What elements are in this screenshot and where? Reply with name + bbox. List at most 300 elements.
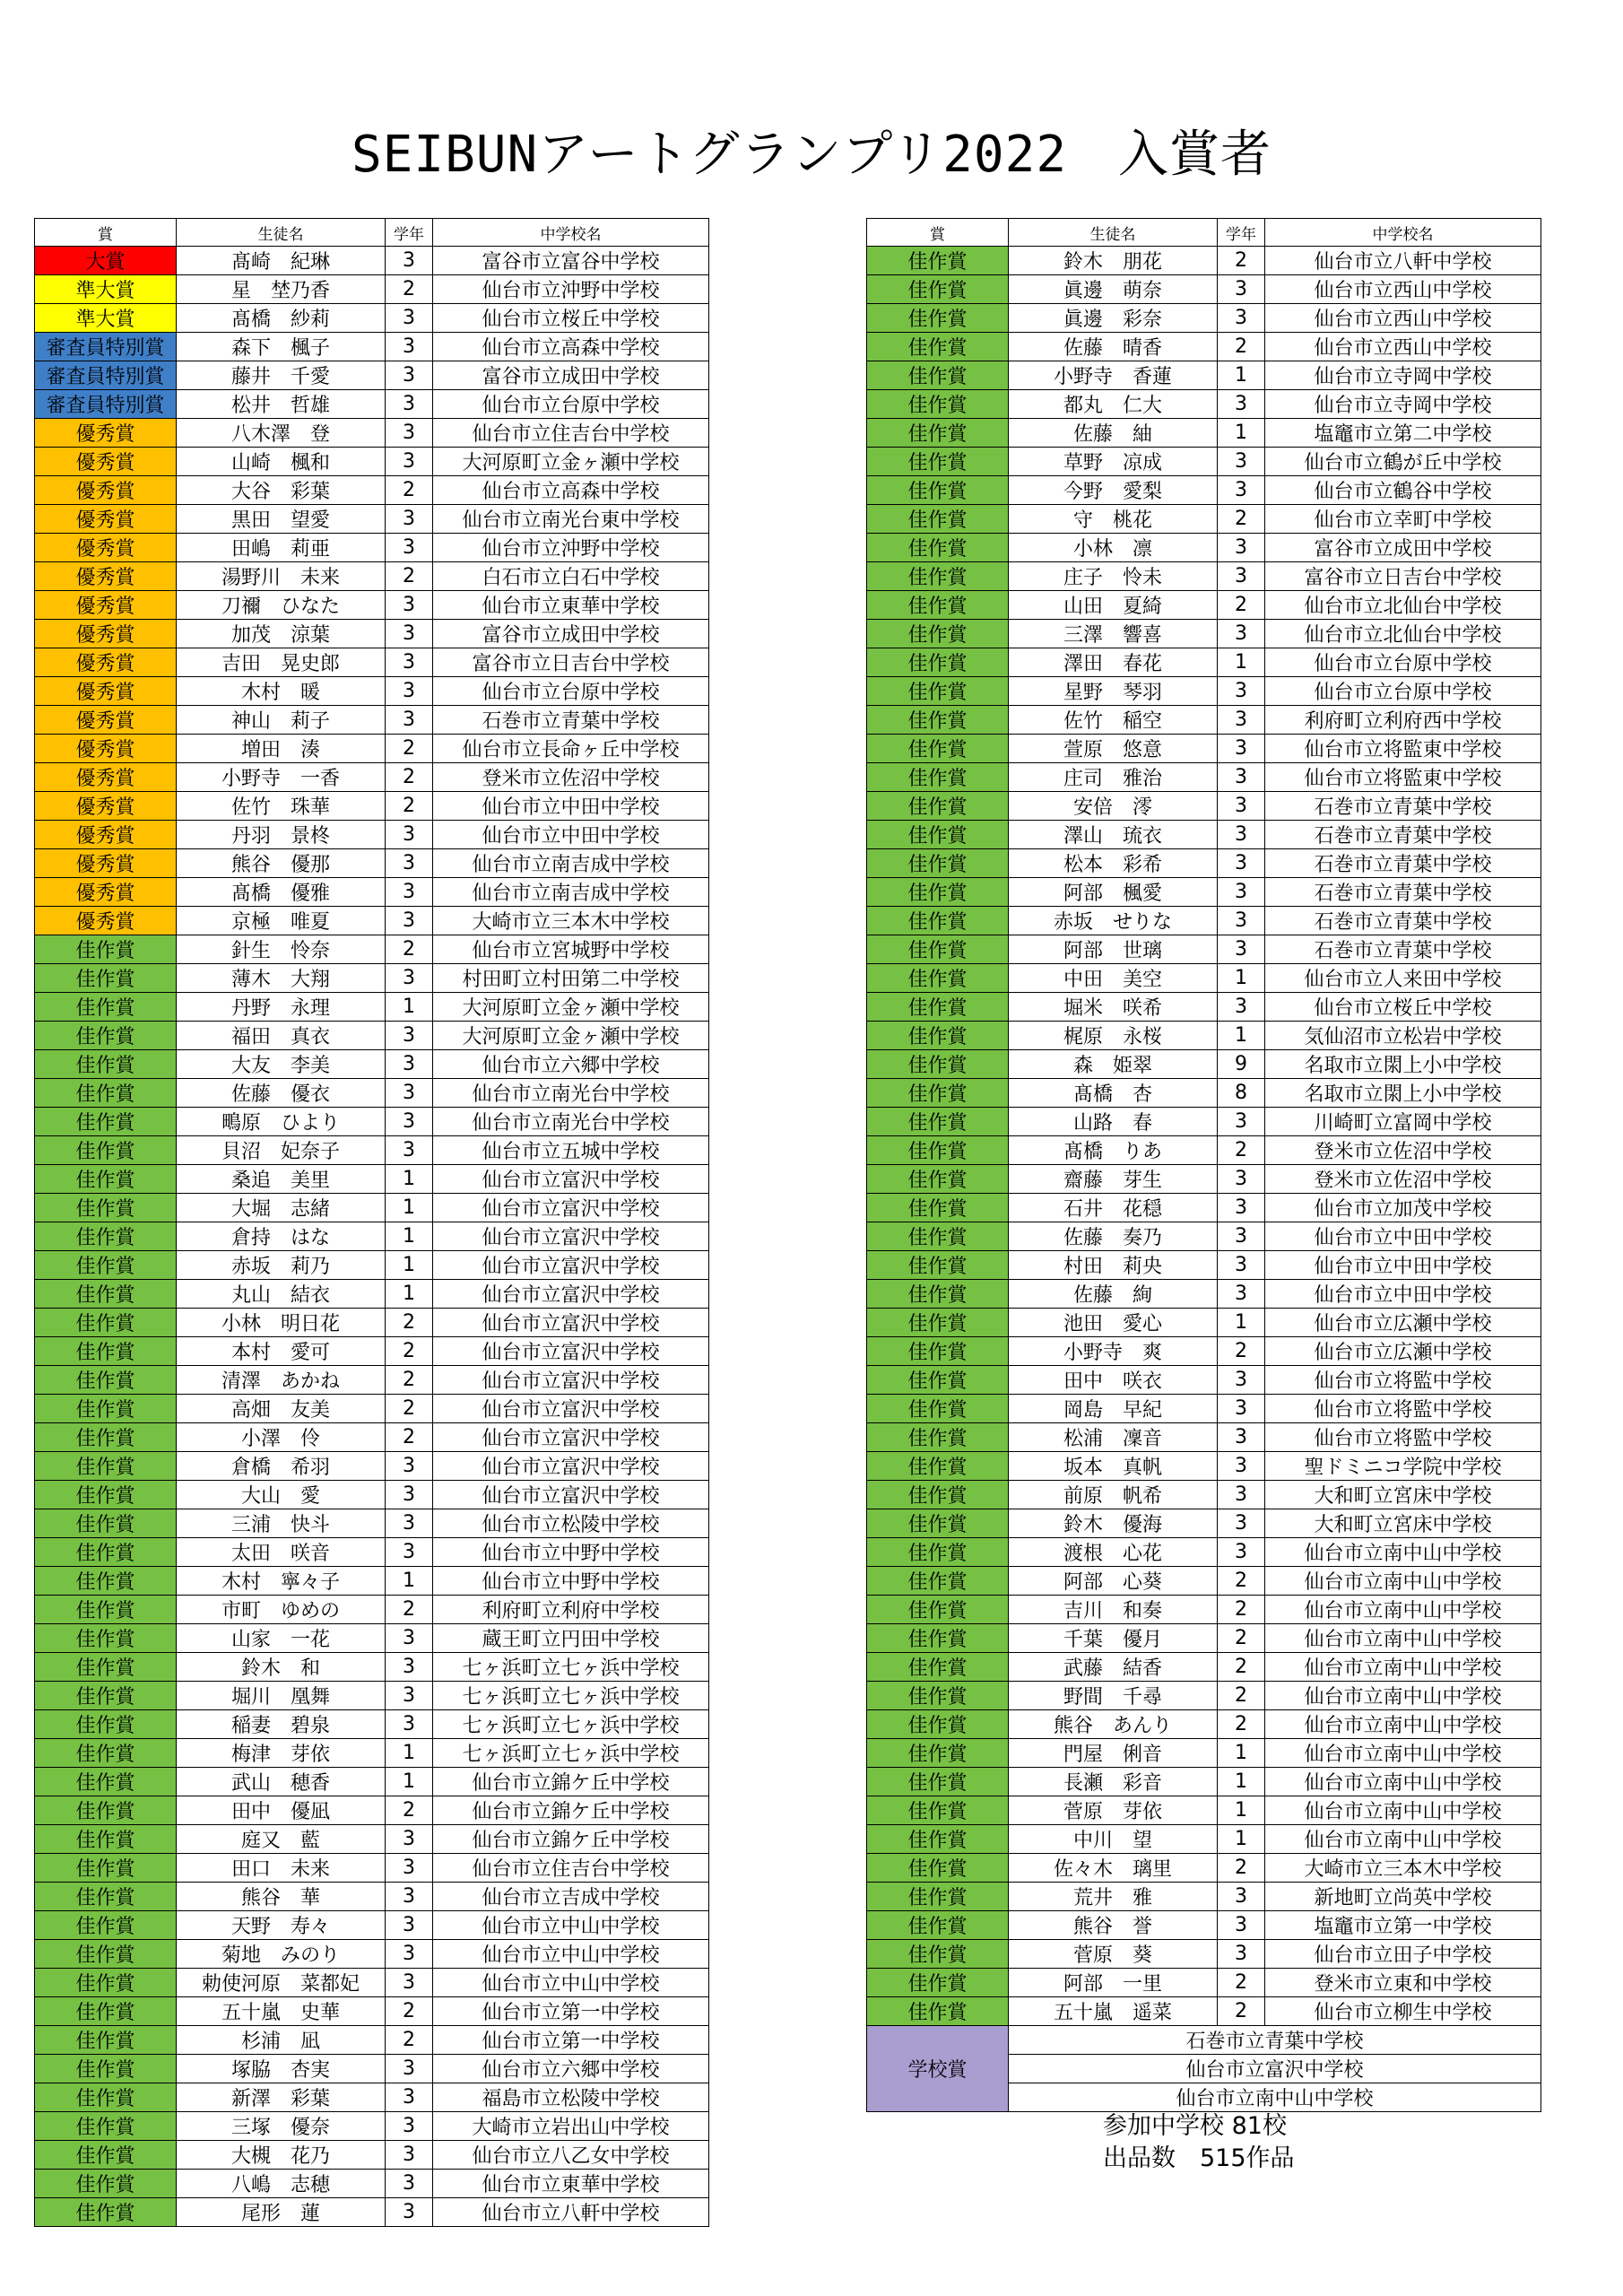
table-row <box>867 1022 1541 1050</box>
award-cell: 佳作賞 <box>35 1079 177 1108</box>
student-name-cell: 門屋 俐音 <box>1009 1739 1218 1768</box>
table-row <box>867 505 1541 534</box>
school-name-cell: 仙台市立台原中学校 <box>1265 677 1541 706</box>
award-cell: 佳作賞 <box>35 1222 177 1251</box>
table-row <box>35 448 709 476</box>
student-name-cell: 中田 美空 <box>1009 964 1218 993</box>
student-name-cell: 佐藤 奏乃 <box>1009 1222 1218 1251</box>
school-name-cell: 大崎市立岩出山中学校 <box>433 2112 709 2141</box>
student-name-cell: 針生 怜奈 <box>177 935 386 964</box>
award-cell: 佳作賞 <box>867 1423 1009 1452</box>
grade-cell: 3 <box>386 1710 433 1739</box>
grade-cell: 3 <box>1218 1395 1265 1423</box>
school-name-cell: 仙台市立南光台中学校 <box>433 1108 709 1136</box>
student-name-cell: 草野 凉成 <box>1009 448 1218 476</box>
student-name-cell: 熊谷 あんり <box>1009 1710 1218 1739</box>
award-cell: 佳作賞 <box>35 1366 177 1395</box>
table-row <box>867 1395 1541 1423</box>
student-name-cell: 髙橋 紗莉 <box>177 304 386 333</box>
school-name-cell: 仙台市立中野中学校 <box>433 1567 709 1596</box>
award-cell: 優秀賞 <box>35 792 177 821</box>
table-row <box>35 1969 709 1997</box>
grade-cell: 2 <box>1218 1567 1265 1596</box>
student-name-cell: 都丸 仁大 <box>1009 390 1218 419</box>
award-cell: 優秀賞 <box>35 505 177 534</box>
table-row <box>867 476 1541 505</box>
table-row <box>35 1567 709 1596</box>
award-cell: 優秀賞 <box>35 448 177 476</box>
table-row <box>35 2055 709 2083</box>
student-name-cell: 熊谷 華 <box>177 1883 386 1911</box>
student-name-cell: 小林 明日花 <box>177 1309 386 1337</box>
student-name-cell: 尾形 蓮 <box>177 2198 386 2227</box>
table-row <box>35 2170 709 2198</box>
grade-cell: 2 <box>1218 1969 1265 1997</box>
school-name-cell: 仙台市立南中山中学校 <box>1265 1653 1541 1682</box>
award-cell: 佳作賞 <box>867 1309 1009 1337</box>
table-row <box>867 964 1541 993</box>
table-row <box>35 1108 709 1136</box>
student-name-cell: 鴫原 ひより <box>177 1108 386 1136</box>
header-school-name: 中学校名 <box>433 219 709 247</box>
award-cell: 佳作賞 <box>867 1567 1009 1596</box>
school-name-cell: 仙台市立長命ヶ丘中学校 <box>433 735 709 763</box>
grade-cell: 3 <box>386 2141 433 2170</box>
grade-cell: 3 <box>1218 1538 1265 1567</box>
table-row <box>867 591 1541 620</box>
school-name-cell: 仙台市立幸町中学校 <box>1265 505 1541 534</box>
award-cell: 佳作賞 <box>35 1854 177 1883</box>
award-cell: 佳作賞 <box>867 1911 1009 1940</box>
table-row <box>867 763 1541 792</box>
grade-cell: 1 <box>1218 1825 1265 1854</box>
grade-cell: 1 <box>1218 1768 1265 1796</box>
school-name-cell: 仙台市立田子中学校 <box>1265 1940 1541 1969</box>
award-cell: 佳作賞 <box>867 505 1009 534</box>
awards-table-right <box>866 218 1541 2112</box>
grade-cell: 2 <box>386 2026 433 2055</box>
award-cell: 佳作賞 <box>867 1653 1009 1682</box>
student-name-cell: 佐々木 璃里 <box>1009 1854 1218 1883</box>
award-cell: 佳作賞 <box>867 1883 1009 1911</box>
school-name-cell: 新地町立尚英中学校 <box>1265 1883 1541 1911</box>
school-name-cell: 仙台市立中田中学校 <box>433 821 709 849</box>
student-name-cell: 山家 一花 <box>177 1624 386 1653</box>
school-name-cell: 七ヶ浜町立七ヶ浜中学校 <box>433 1739 709 1768</box>
grade-cell: 3 <box>386 1940 433 1969</box>
award-cell: 佳作賞 <box>867 1997 1009 2026</box>
school-name-cell: 利府町立利府中学校 <box>433 1596 709 1624</box>
school-name-cell: 七ヶ浜町立七ヶ浜中学校 <box>433 1653 709 1682</box>
grade-cell: 1 <box>386 1280 433 1309</box>
school-name-cell: 仙台市立富沢中学校 <box>433 1337 709 1366</box>
school-name-cell: 大和町立宮床中学校 <box>1265 1509 1541 1538</box>
table-row <box>867 677 1541 706</box>
student-name-cell: 杉浦 凪 <box>177 2026 386 2055</box>
table-row <box>867 648 1541 677</box>
student-name-cell: 山崎 楓和 <box>177 448 386 476</box>
school-name-cell: 仙台市立桜丘中学校 <box>433 304 709 333</box>
table-row <box>35 1768 709 1796</box>
student-name-cell: 菅原 葵 <box>1009 1940 1218 1969</box>
student-name-cell: 田中 優凪 <box>177 1796 386 1825</box>
table-row <box>35 390 709 419</box>
school-name-cell: 登米市立東和中学校 <box>1265 1969 1541 1997</box>
grade-cell: 8 <box>1218 1079 1265 1108</box>
table-row <box>867 1624 1541 1653</box>
table-row <box>867 935 1541 964</box>
grade-cell: 3 <box>386 964 433 993</box>
school-name-cell: 石巻市立青葉中学校 <box>1265 907 1541 935</box>
grade-cell: 3 <box>386 620 433 648</box>
table-row <box>35 763 709 792</box>
table-row <box>35 1423 709 1452</box>
award-cell: 佳作賞 <box>867 1596 1009 1624</box>
table-row <box>35 562 709 591</box>
table-row <box>867 1337 1541 1366</box>
table-row <box>35 1509 709 1538</box>
school-name-cell: 石巻市立青葉中学校 <box>1265 878 1541 907</box>
school-award-label: 学校賞 <box>867 2026 1009 2112</box>
student-name-cell: 五十嵐 史華 <box>177 1997 386 2026</box>
award-cell: 佳作賞 <box>867 1825 1009 1854</box>
student-name-cell: 鈴木 和 <box>177 1653 386 1682</box>
table-row <box>867 1997 1541 2026</box>
school-name-cell: 仙台市立東華中学校 <box>433 2170 709 2198</box>
student-name-cell: 武山 穂香 <box>177 1768 386 1796</box>
student-name-cell: 山路 春 <box>1009 1108 1218 1136</box>
award-cell: 審査員特別賞 <box>35 390 177 419</box>
grade-cell: 3 <box>1218 993 1265 1022</box>
student-name-cell: 薄木 大翔 <box>177 964 386 993</box>
school-name-cell: 富谷市立成田中学校 <box>433 361 709 390</box>
grade-cell: 3 <box>386 2170 433 2198</box>
school-name-cell: 石巻市立青葉中学校 <box>433 706 709 735</box>
table-row <box>35 275 709 304</box>
grade-cell: 3 <box>1218 562 1265 591</box>
student-name-cell: 福田 真衣 <box>177 1022 386 1050</box>
student-name-cell: 新澤 彩葉 <box>177 2083 386 2112</box>
school-name-cell: 仙台市立第一中学校 <box>433 1997 709 2026</box>
grade-cell: 3 <box>386 677 433 706</box>
grade-cell: 1 <box>386 1194 433 1222</box>
table-row <box>867 1796 1541 1825</box>
header-grade: 学年 <box>386 219 433 247</box>
school-name-cell: 仙台市立住吉台中学校 <box>433 1854 709 1883</box>
award-cell: 佳作賞 <box>35 1710 177 1739</box>
grade-cell: 3 <box>1218 620 1265 648</box>
table-row <box>867 1108 1541 1136</box>
student-name-cell: 庭又 藍 <box>177 1825 386 1854</box>
table-row <box>867 792 1541 821</box>
table-row <box>35 2083 709 2112</box>
grade-cell: 2 <box>386 1423 433 1452</box>
grade-cell: 3 <box>386 390 433 419</box>
grade-cell: 1 <box>1218 1309 1265 1337</box>
school-name-cell: 仙台市立南光台東中学校 <box>433 505 709 534</box>
award-cell: 優秀賞 <box>35 620 177 648</box>
student-name-cell: 田中 咲衣 <box>1009 1366 1218 1395</box>
award-cell: 審査員特別賞 <box>35 333 177 361</box>
school-name-cell: 仙台市立中田中学校 <box>1265 1222 1541 1251</box>
grade-cell: 2 <box>1218 1624 1265 1653</box>
grade-cell: 2 <box>386 562 433 591</box>
award-cell: 優秀賞 <box>35 735 177 763</box>
student-name-cell: 吉田 晃史郎 <box>177 648 386 677</box>
award-cell: 佳作賞 <box>867 448 1009 476</box>
header-grade: 学年 <box>1218 219 1265 247</box>
school-name-cell: 仙台市立南中山中学校 <box>1265 1567 1541 1596</box>
grade-cell: 1 <box>1218 648 1265 677</box>
award-cell: 佳作賞 <box>35 1653 177 1682</box>
student-name-cell: 黒田 望愛 <box>177 505 386 534</box>
table-row <box>867 1768 1541 1796</box>
grade-cell: 3 <box>386 505 433 534</box>
table-row <box>867 620 1541 648</box>
table-row <box>867 275 1541 304</box>
grade-cell: 2 <box>386 1796 433 1825</box>
school-name-cell: 仙台市立中山中学校 <box>433 1911 709 1940</box>
table-row <box>35 1538 709 1567</box>
student-name-cell: 吉川 和奏 <box>1009 1596 1218 1624</box>
table-row <box>867 1136 1541 1165</box>
school-name-cell: 仙台市立中田中学校 <box>1265 1280 1541 1309</box>
award-cell: 佳作賞 <box>867 1481 1009 1509</box>
grade-cell: 2 <box>1218 1682 1265 1710</box>
school-name-cell: 仙台市立住吉台中学校 <box>433 419 709 448</box>
table-row <box>35 1796 709 1825</box>
award-cell: 佳作賞 <box>867 333 1009 361</box>
student-name-cell: 桑追 美里 <box>177 1165 386 1194</box>
table-row <box>35 1911 709 1940</box>
award-cell: 佳作賞 <box>35 964 177 993</box>
school-name-cell: 仙台市立沖野中学校 <box>433 534 709 562</box>
award-cell: 佳作賞 <box>35 1022 177 1050</box>
student-name-cell: 武藤 結香 <box>1009 1653 1218 1682</box>
award-cell: 佳作賞 <box>867 1280 1009 1309</box>
school-name-cell: 大崎市立三本木中学校 <box>1265 1854 1541 1883</box>
table-row <box>867 1911 1541 1940</box>
table-row <box>867 878 1541 907</box>
school-name-cell: 仙台市立桜丘中学校 <box>1265 993 1541 1022</box>
table-row <box>867 304 1541 333</box>
grade-cell: 3 <box>386 1653 433 1682</box>
grade-cell: 3 <box>386 1108 433 1136</box>
table-row <box>867 821 1541 849</box>
table-row <box>867 1452 1541 1481</box>
grade-cell: 2 <box>1218 1136 1265 1165</box>
grade-cell: 2 <box>386 1366 433 1395</box>
grade-cell: 3 <box>386 706 433 735</box>
student-name-cell: 大堀 志緒 <box>177 1194 386 1222</box>
table-row <box>35 878 709 907</box>
student-name-cell: 森 姫翠 <box>1009 1050 1218 1079</box>
table-row <box>867 1509 1541 1538</box>
student-name-cell: 梶原 永桜 <box>1009 1022 1218 1050</box>
table-row <box>35 1710 709 1739</box>
school-name-cell: 富谷市立成田中学校 <box>433 620 709 648</box>
table-row <box>867 1567 1541 1596</box>
student-name-cell: 梅津 芽依 <box>177 1739 386 1768</box>
award-cell: 佳作賞 <box>867 1079 1009 1108</box>
grade-cell: 3 <box>386 1050 433 1079</box>
award-cell: 佳作賞 <box>35 1395 177 1423</box>
student-name-cell: 池田 愛心 <box>1009 1309 1218 1337</box>
student-name-cell: 大槻 花乃 <box>177 2141 386 2170</box>
school-name-cell: 仙台市立宮城野中学校 <box>433 935 709 964</box>
school-name-cell: 仙台市立吉成中学校 <box>433 1883 709 1911</box>
award-cell: 佳作賞 <box>35 1050 177 1079</box>
school-name-cell: 仙台市立富沢中学校 <box>433 1395 709 1423</box>
table-row <box>867 1423 1541 1452</box>
school-name-cell: 仙台市立柳生中学校 <box>1265 1997 1541 2026</box>
table-row <box>35 534 709 562</box>
student-name-cell: 清澤 あかね <box>177 1366 386 1395</box>
table-row <box>867 1739 1541 1768</box>
award-cell: 優秀賞 <box>35 562 177 591</box>
grade-cell: 2 <box>1218 247 1265 275</box>
school-name-cell: 仙台市立将監中学校 <box>1265 1395 1541 1423</box>
table-row <box>35 476 709 505</box>
table-row <box>867 1481 1541 1509</box>
award-cell: 佳作賞 <box>35 1768 177 1796</box>
award-cell: 佳作賞 <box>867 562 1009 591</box>
grade-cell: 1 <box>386 1165 433 1194</box>
table-row <box>867 333 1541 361</box>
table-row <box>35 333 709 361</box>
grade-cell: 3 <box>1218 534 1265 562</box>
table-row <box>35 1940 709 1969</box>
award-cell: 佳作賞 <box>867 1337 1009 1366</box>
student-name-cell: 澤田 春花 <box>1009 648 1218 677</box>
table-row <box>35 361 709 390</box>
student-name-cell: 湯野川 未来 <box>177 562 386 591</box>
table-row <box>867 1280 1541 1309</box>
student-name-cell: 丹羽 景柊 <box>177 821 386 849</box>
grade-cell: 1 <box>1218 1796 1265 1825</box>
award-cell: 佳作賞 <box>867 1854 1009 1883</box>
grade-cell: 1 <box>386 1222 433 1251</box>
grade-cell: 3 <box>1218 1194 1265 1222</box>
table-row <box>35 1337 709 1366</box>
student-name-cell: 佐藤 優衣 <box>177 1079 386 1108</box>
school-name-cell: 仙台市立南中山中学校 <box>1265 1825 1541 1854</box>
award-cell: 佳作賞 <box>867 964 1009 993</box>
school-name-cell: 仙台市立富沢中学校 <box>433 1366 709 1395</box>
school-name-cell: 仙台市立富沢中学校 <box>433 1165 709 1194</box>
school-name-cell: 仙台市立南中山中学校 <box>1265 1624 1541 1653</box>
grade-cell: 3 <box>386 534 433 562</box>
grade-cell: 3 <box>386 1481 433 1509</box>
student-name-cell: 熊谷 誉 <box>1009 1911 1218 1940</box>
award-cell: 佳作賞 <box>867 247 1009 275</box>
table-row <box>867 1194 1541 1222</box>
student-name-cell: 星野 琴羽 <box>1009 677 1218 706</box>
student-name-cell: 星 埜乃香 <box>177 275 386 304</box>
grade-cell: 9 <box>1218 1050 1265 1079</box>
school-name-cell: 仙台市立北仙台中学校 <box>1265 620 1541 648</box>
school-name-cell: 仙台市立富沢中学校 <box>433 1194 709 1222</box>
award-cell: 佳作賞 <box>35 1481 177 1509</box>
student-name-cell: 前原 帆希 <box>1009 1481 1218 1509</box>
award-cell: 佳作賞 <box>35 1337 177 1366</box>
student-name-cell: 阿部 一里 <box>1009 1969 1218 1997</box>
grade-cell: 1 <box>386 1768 433 1796</box>
table-row <box>35 591 709 620</box>
award-cell: 佳作賞 <box>867 1739 1009 1768</box>
award-cell: 佳作賞 <box>35 1509 177 1538</box>
school-name-cell: 仙台市立中田中学校 <box>1265 1251 1541 1280</box>
award-cell: 佳作賞 <box>867 648 1009 677</box>
grade-cell: 2 <box>1218 1997 1265 2026</box>
table-row <box>35 1395 709 1423</box>
grade-cell: 2 <box>386 792 433 821</box>
grade-cell: 3 <box>386 419 433 448</box>
student-name-cell: 熊谷 優那 <box>177 849 386 878</box>
grade-cell: 3 <box>1218 1366 1265 1395</box>
student-name-cell: 木村 寧々子 <box>177 1567 386 1596</box>
student-name-cell: 京極 唯夏 <box>177 907 386 935</box>
school-name-cell: 仙台市立寺岡中学校 <box>1265 361 1541 390</box>
table-row <box>867 534 1541 562</box>
grade-cell: 2 <box>386 1997 433 2026</box>
award-cell: 優秀賞 <box>35 476 177 505</box>
table-row <box>35 304 709 333</box>
student-name-cell: 村田 莉央 <box>1009 1251 1218 1280</box>
student-name-cell: 丸山 結衣 <box>177 1280 386 1309</box>
table-row <box>867 849 1541 878</box>
grade-cell: 3 <box>386 1682 433 1710</box>
student-name-cell: 松本 彩希 <box>1009 849 1218 878</box>
school-name-cell: 仙台市立人来田中学校 <box>1265 964 1541 993</box>
award-cell: 優秀賞 <box>35 591 177 620</box>
award-cell: 佳作賞 <box>867 476 1009 505</box>
award-cell: 優秀賞 <box>35 907 177 935</box>
school-name-cell: 仙台市立南光台中学校 <box>433 1079 709 1108</box>
grade-cell: 3 <box>386 591 433 620</box>
school-name-cell: 仙台市立南中山中学校 <box>1265 1768 1541 1796</box>
table-row <box>35 1251 709 1280</box>
grade-cell: 2 <box>1218 505 1265 534</box>
student-name-cell: 澤山 琉衣 <box>1009 821 1218 849</box>
award-cell: 佳作賞 <box>867 1194 1009 1222</box>
table-row <box>867 247 1541 275</box>
student-name-cell: 勅使河原 菜都妃 <box>177 1969 386 1997</box>
school-name-cell: 石巻市立青葉中学校 <box>1265 849 1541 878</box>
award-cell: 佳作賞 <box>867 1452 1009 1481</box>
award-cell: 優秀賞 <box>35 878 177 907</box>
grade-cell: 3 <box>1218 878 1265 907</box>
grade-cell: 2 <box>386 735 433 763</box>
table-row <box>35 821 709 849</box>
award-cell: 佳作賞 <box>867 1768 1009 1796</box>
award-cell: 優秀賞 <box>35 534 177 562</box>
school-name-cell: 仙台市立高森中学校 <box>433 476 709 505</box>
student-name-cell: 貝沼 妃奈子 <box>177 1136 386 1165</box>
grade-cell: 2 <box>1218 1596 1265 1624</box>
table-row <box>35 1624 709 1653</box>
student-name-cell: 八嶋 志穂 <box>177 2170 386 2198</box>
table-row <box>35 935 709 964</box>
student-name-cell: 安倍 澪 <box>1009 792 1218 821</box>
award-cell: 佳作賞 <box>35 1969 177 1997</box>
award-cell: 佳作賞 <box>867 534 1009 562</box>
school-name-cell: 仙台市立富沢中学校 <box>433 1280 709 1309</box>
student-name-cell: 太田 咲音 <box>177 1538 386 1567</box>
grade-cell: 3 <box>1218 476 1265 505</box>
table-row <box>35 2026 709 2055</box>
student-name-cell: 三塚 優奈 <box>177 2112 386 2141</box>
